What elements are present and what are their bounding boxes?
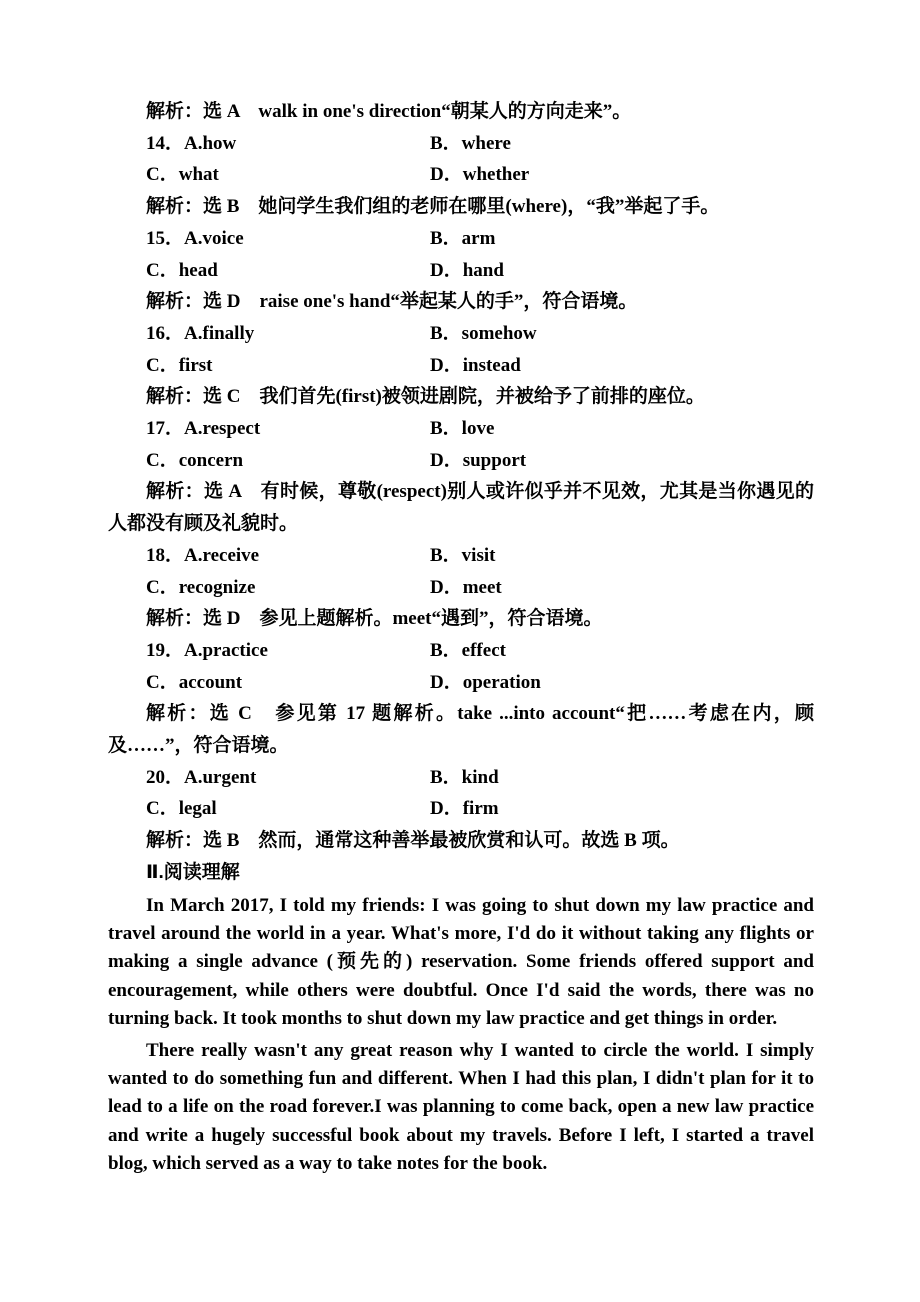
analysis-text: 解析：选 D raise one's hand“举起某人的手”，符合语境。	[146, 291, 638, 313]
question-block-14	[108, 128, 814, 223]
question-block-19	[108, 635, 814, 762]
question-block-15	[108, 223, 814, 318]
option-b-label: B．effect	[430, 639, 506, 661]
analysis-text: 解析：选 A 有时候，尊敬(respect)别人或许似乎并不见效，尤其是当你遇见的人都没有顾及礼貌时。	[108, 481, 814, 535]
option-row	[108, 445, 814, 477]
question-number: 16．	[146, 322, 185, 344]
option-a-label: A.finally	[184, 322, 255, 344]
option-c-label: C．recognize	[146, 576, 256, 598]
option-row	[108, 350, 814, 382]
question-number: 20．	[146, 766, 185, 788]
option-a-cell	[108, 223, 430, 255]
option-a-label: A.urgent	[184, 766, 257, 788]
question-number: 17．	[146, 418, 185, 440]
option-a-cell	[108, 540, 430, 572]
question-number: 18．	[146, 544, 185, 566]
option-b-label: B．visit	[430, 544, 496, 566]
analysis-text: 解析：选 A walk in one's direction“朝某人的方向走来”。	[146, 101, 632, 122]
option-row	[108, 413, 814, 445]
passage-paragraph: There really wasn't any great reason why I wanted to circle the world. I simply wanted to do something fun and different. When I had this plan, I didn't plan for it to lead to a life on the road forever.I was planning to come back, open a new law practice and write a hugely successful book about my travels. Before I left, I started a travel blog, which served as a way to take notes for the book.	[108, 1039, 814, 1175]
question-block-18	[108, 540, 814, 635]
question-number: 15．	[146, 227, 185, 249]
option-d-label: D．instead	[430, 354, 521, 376]
question-block-16	[108, 318, 814, 413]
option-row	[108, 540, 814, 572]
question-number: 14．	[146, 132, 185, 154]
option-b-label: B．arm	[430, 227, 496, 249]
option-c-label: C．what	[146, 164, 219, 186]
option-c-label: C．account	[146, 671, 243, 693]
option-a-cell	[108, 128, 430, 160]
reading-passage	[108, 892, 814, 1179]
option-row	[108, 223, 814, 255]
section-heading-reading-comprehension: Ⅱ.阅读理解	[146, 861, 240, 883]
option-c-label: C．first	[146, 354, 213, 376]
option-row	[108, 762, 814, 794]
option-row	[108, 128, 814, 160]
document-content	[108, 96, 814, 1179]
analysis-text: 解析：选 B 她问学生我们组的老师在哪里(where)，“我”举起了手。	[146, 196, 720, 218]
option-d-label: D．firm	[430, 798, 499, 820]
option-b-label: B．where	[430, 132, 511, 154]
option-b-label: B．kind	[430, 766, 499, 788]
option-a-cell	[108, 762, 430, 794]
question-block-20	[108, 762, 814, 857]
option-c-label: C．legal	[146, 798, 217, 820]
option-a-label: A.receive	[184, 544, 260, 566]
option-a-cell	[108, 635, 430, 667]
option-row	[108, 255, 814, 287]
question-number: 19．	[146, 639, 185, 661]
passage-paragraph: In March 2017, I told my friends: I was going to shut down my law practice and travel around the world in a year. What's more, I'd do it without taking any flights or making a single advance (预先的) reservation. Some friends offered support and encouragement, while others were doubtful. Once I'd said the words, there was no turning back. It took months to shut down my law practice and get things in order.	[108, 894, 814, 1030]
option-row	[108, 318, 814, 350]
option-c-label: C．head	[146, 259, 218, 281]
option-row	[108, 793, 814, 825]
option-b-label: B．love	[430, 418, 495, 440]
analysis-text: 解析：选 C 参见第 17 题解析。take ...into account“把……考虑在内，顾及……”，符合语境。	[108, 703, 814, 757]
option-a-cell	[108, 413, 430, 445]
option-row	[108, 159, 814, 191]
option-d-label: D．meet	[430, 576, 502, 598]
option-d-label: D．whether	[430, 164, 530, 186]
option-a-label: A.practice	[184, 639, 268, 661]
question-block-17	[108, 413, 814, 540]
analysis-text: 解析：选 B 然而，通常这种善举最被欣赏和认可。故选 B 项。	[146, 830, 680, 852]
option-d-label: D．hand	[430, 259, 504, 281]
option-row	[108, 667, 814, 699]
analysis-text: 解析：选 C 我们首先(first)被领进剧院，并被给予了前排的座位。	[146, 386, 705, 408]
analysis-text: 解析：选 D 参见上题解析。meet“遇到”，符合语境。	[146, 608, 603, 630]
option-d-label: D．support	[430, 449, 527, 471]
option-a-label: A.respect	[184, 418, 261, 440]
option-d-label: D．operation	[430, 671, 541, 693]
option-row	[108, 635, 814, 667]
option-row	[108, 572, 814, 604]
option-a-label: A.how	[184, 132, 237, 154]
option-a-cell	[108, 318, 430, 350]
option-a-label: A.voice	[184, 227, 244, 249]
option-c-label: C．concern	[146, 449, 244, 471]
option-b-label: B．somehow	[430, 322, 537, 344]
